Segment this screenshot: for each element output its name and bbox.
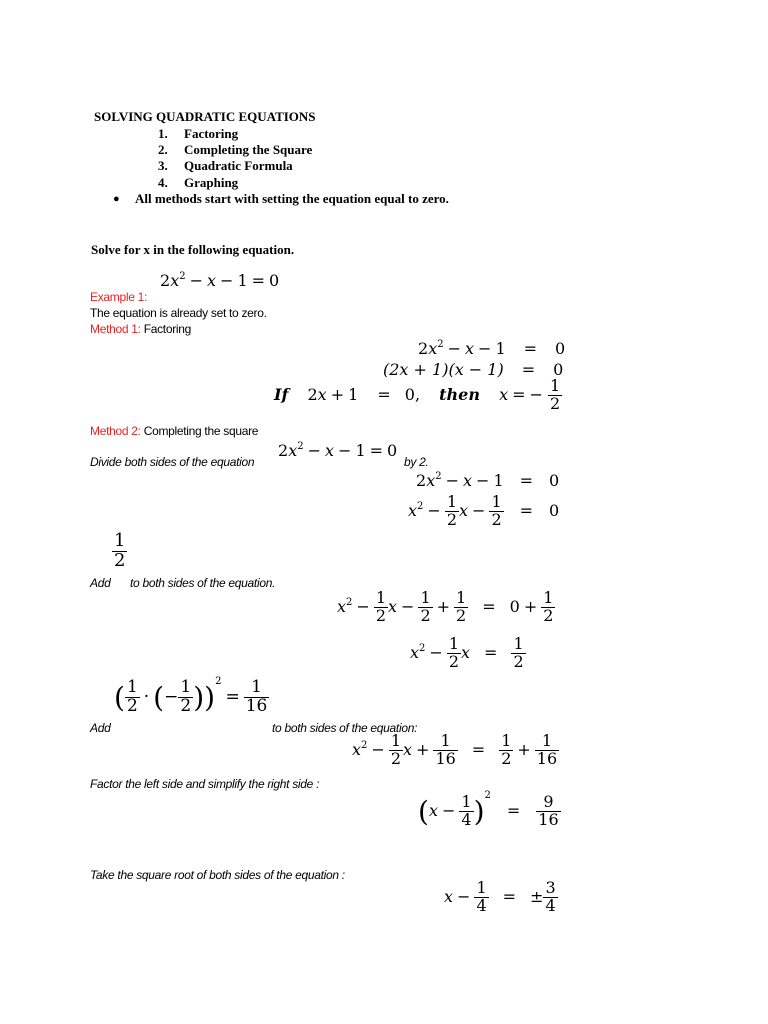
- already-zero-text: The equation is already set to zero.: [90, 306, 267, 320]
- list-number: 2.: [158, 142, 168, 157]
- to-both-sides-text-2: to both sides of the equation:: [272, 721, 418, 735]
- add-text-2: Add: [90, 721, 111, 735]
- list-number: 1.: [158, 126, 168, 141]
- half-fraction: $\frac{1}{2}$: [114, 530, 126, 571]
- square-term-expression: ( $\frac{1}{2}$ · (− $\frac{1}{2}$ ))$^2$= $\frac{1}{16}$: [114, 676, 268, 716]
- bullet-text: All methods start with setting the equation equal to zero.: [135, 191, 449, 206]
- page-title: SOLVING QUADRATIC EQUATIONS: [94, 109, 316, 124]
- sqrt-text: Take the square root of both sides of the equation :: [90, 868, 345, 882]
- factor-text: Factor the left side and simplify the right side :: [90, 777, 320, 791]
- to-both-sides-text: to both sides of the equation.: [130, 576, 276, 590]
- divide-equation-1: $2x^2 - x - 1 = 0$: [416, 471, 560, 490]
- bullet-icon: ●: [113, 193, 120, 205]
- method2-equation: $2x^2 - x - 1 = 0$: [278, 441, 398, 460]
- list-item-quadratic-formula: Quadratic Formula: [184, 158, 293, 173]
- add-text: Add: [90, 576, 111, 590]
- add-sixteenth-equation: $x^2$ − $\frac{1}{2}$ x + $\frac{1}{16}$ = $\frac{1}{2}$ + $\frac{1}{16}$: [352, 731, 558, 768]
- by2-text: by 2.: [404, 455, 429, 469]
- main-equation: $2x^2 - x - 1 = 0$: [160, 271, 280, 290]
- sqrt-equation: x − $\frac{1}{4}$ = ± $\frac{3}{4}$: [444, 878, 556, 915]
- list-number: 4.: [158, 175, 168, 190]
- simplified-equation: $x^2$ − $\frac{1}{2}$ x = $\frac{1}{2}$: [410, 634, 524, 671]
- factored-square-equation: (x − $\frac{1}{4}$ )$^2$= $\frac{9}{16}$: [418, 790, 559, 829]
- example-label: Example 1:: [90, 290, 148, 304]
- factoring-solution: If 2x + 1 = 0, then x = − $\frac{1}{2}$: [274, 376, 561, 413]
- divide-text: Divide both sides of the equation: [90, 455, 255, 469]
- list-item-graphing: Graphing: [184, 175, 239, 190]
- factoring-equation-2: (2x + 1)(x − 1) = 0: [383, 360, 564, 379]
- list-item-factoring: Factoring: [184, 126, 239, 141]
- divide-equation-2: $x^2$ − $\frac{1}{2}$ x − $\frac{1}{2}$ = 0: [408, 492, 560, 529]
- add-half-equation: $x^2$ − $\frac{1}{2}$ x − $\frac{1}{2}$ + $\frac{1}{2}$ = 0 + $\frac{1}{2}$: [337, 588, 554, 625]
- method2-heading: Method 2: Completing the square: [90, 424, 259, 438]
- method1-heading: Method 1: Factoring: [90, 322, 192, 336]
- list-item-completing-square: Completing the Square: [184, 142, 313, 157]
- solve-prompt: Solve for x in the following equation.: [91, 242, 295, 257]
- factoring-equation-1: $2x^2 - x - 1 = 0$: [418, 339, 566, 358]
- list-number: 3.: [158, 158, 168, 173]
